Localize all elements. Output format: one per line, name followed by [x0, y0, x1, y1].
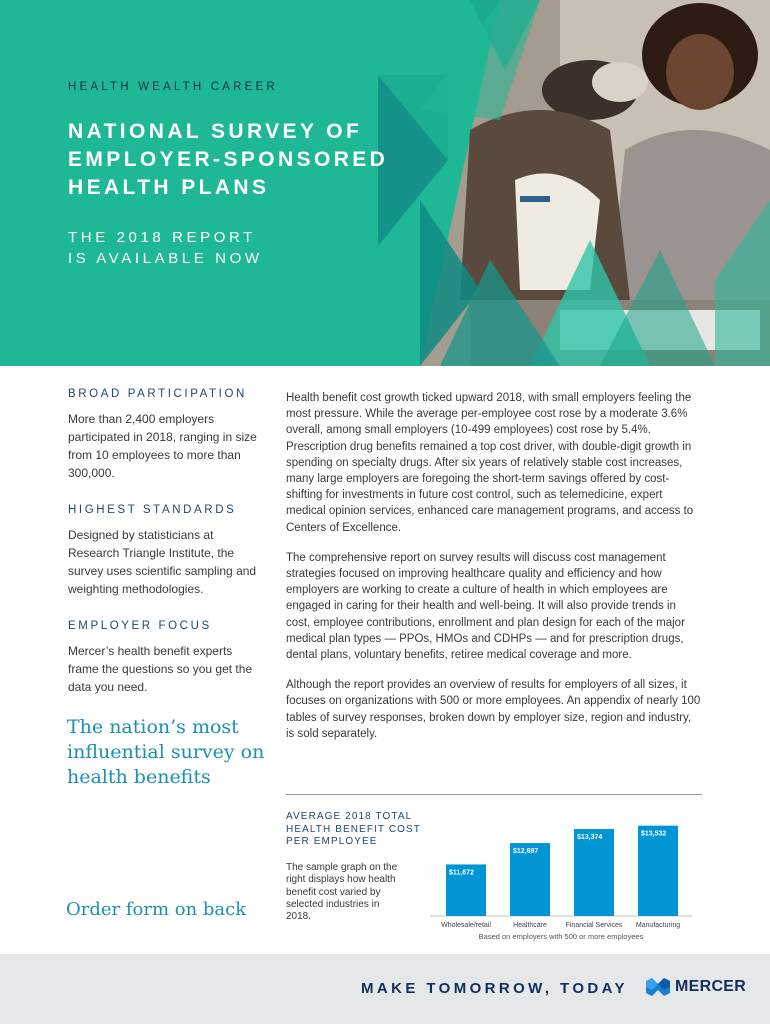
body-paragraph: Health benefit cost growth ticked upward 2018, with small employers feeling the most pressure. While the average per-employee cost rose by a moderate 3.6% overall, among small employers (10-499 employees) cost rose by 5.4%. Prescription drug benefits remained a top cost driver, with double-digit growth in spending on specialty drugs. After six years of relatively stable cost increases, many large employers are foregoing the short-term savings offered by cost-shifting for investments in future cost control, such as telemedicine, expert medical opinion services, enhanced care management programs, and access to Centers of Excellence.	[286, 392, 694, 534]
brand-name: MERCER	[675, 978, 747, 995]
title-line: HEALTH PLANS	[68, 176, 270, 199]
chart-bar	[638, 826, 678, 916]
title-line: EMPLOYER-SPONSORED	[68, 148, 389, 171]
section-heading: EMPLOYER FOCUS	[68, 620, 212, 632]
main-body	[286, 390, 702, 756]
subtitle-line: THE 2018 REPORT	[68, 229, 256, 246]
section-heading: BROAD PARTICIPATION	[68, 388, 247, 400]
brand-logo	[646, 978, 746, 996]
chart-description: The sample graph on the right displays how health benefit cost varied by selected industries in 2018.	[286, 862, 398, 923]
title-line: NATIONAL SURVEY OF	[68, 120, 363, 143]
sidebar-highlights	[68, 388, 264, 718]
section-heading: HIGHEST STANDARDS	[68, 504, 237, 516]
section-body: Mercer’s health benefit experts frame the questions so you get the data you need.	[68, 644, 253, 694]
body-paragraph: The comprehensive report on survey results will discuss cost management strategies focused on improving healthcare quality and efficiency and how employers are working to create a culture of health in which employees are engaged in caring for their health and well-being. It will also provide trends in cost, employee contributions, enrollment and plan design for each of the major medical plan types — PPOs, HMOs and CDHPs — and for prescription drugs, dental plans, voluntary benefits, retiree medical coverage and more.	[286, 551, 685, 662]
section-body: Designed by statisticians at Research Triangle Institute, the survey uses scientific sampling and weighting methodologies.	[68, 528, 257, 596]
bar-chart	[430, 812, 692, 944]
section-employer-focus	[68, 620, 264, 696]
order-form-note: Order form on back	[66, 899, 247, 920]
tagline: HEALTH WEALTH CAREER	[68, 81, 278, 93]
footer-slogan: MAKE TOMORROW, TODAY	[361, 980, 628, 997]
chart-title: AVERAGE 2018 TOTAL HEALTH BENEFIT COST PER EMPLOYEE	[286, 811, 421, 847]
divider	[286, 794, 702, 795]
category-label: Wholesale/retail	[441, 922, 491, 929]
category-label: Healthcare	[513, 922, 547, 929]
category-label: Financial Services	[565, 922, 623, 929]
data-label: $11,672	[449, 869, 474, 877]
body-paragraph: Although the report provides an overview of results for employers of all sizes, it focuses on organizations with 500 or more employees. An appendix of nearly 100 tables of survey responses, broken down by employer size, region and industry, is sold separately.	[286, 679, 701, 740]
section-body: More than 2,400 employers participated in 2018, ranging in size from 10 employees to more than 300,000.	[68, 412, 257, 480]
pull-quote: The nation’s most influential survey on health benefits	[67, 716, 265, 788]
section-broad-participation	[68, 388, 264, 482]
data-label: $12,697	[513, 848, 539, 856]
subtitle-line: IS AVAILABLE NOW	[68, 250, 263, 267]
page-title	[68, 118, 488, 202]
mercer-logo-icon	[646, 978, 670, 996]
chart-bar	[574, 829, 614, 916]
chart-note: Based on employers with 500 or more employees	[478, 932, 644, 941]
data-label: $13,374	[577, 833, 603, 841]
section-highest-standards	[68, 504, 264, 598]
category-label: Manufacturing	[635, 922, 681, 929]
subtitle	[68, 227, 263, 269]
hero-banner	[0, 0, 770, 366]
data-label: $13,532	[641, 830, 667, 838]
